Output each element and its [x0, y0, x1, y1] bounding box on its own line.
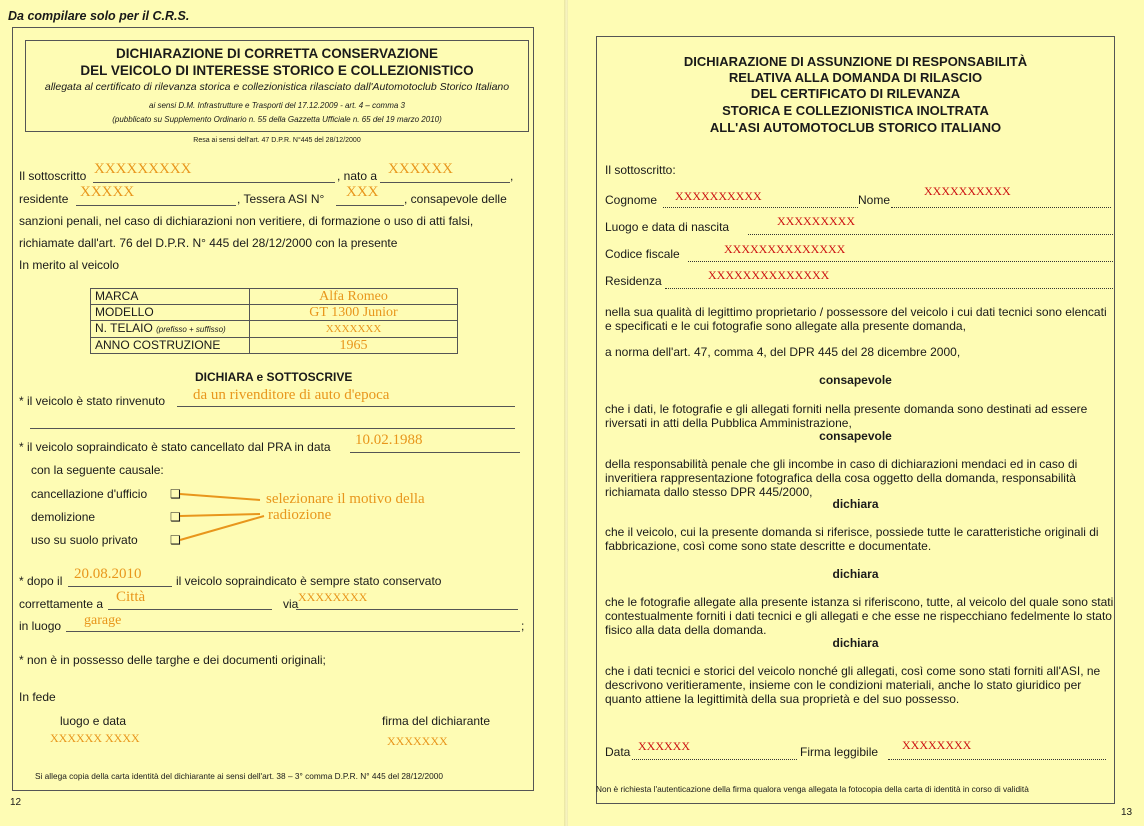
para-dati-foto: che i dati, le fotografie e gli allegati forniti nella presente domanda sono destinati ad essere riversati in atti della Pubblica Amministrazione,: [605, 402, 1088, 430]
cognome-value: XXXXXXXXXX: [675, 189, 762, 203]
line-in-merito: In merito al veicolo: [19, 258, 120, 272]
table-row: [91, 321, 458, 338]
page-number-left: 12: [10, 797, 22, 808]
correttamente-label: correttamente a: [19, 597, 104, 611]
residenza-label: Residenza: [605, 274, 662, 288]
right-title-2: RELATIVA ALLA DOMANDA DI RILASCIO: [728, 70, 983, 85]
comma: ,: [510, 169, 514, 183]
in-fede: In fede: [19, 690, 56, 704]
luogo-data-label: luogo e data: [60, 714, 127, 728]
telaio-note: (prefisso + suffisso): [156, 325, 226, 334]
para-caratteristiche: che il veicolo, cui la presente domanda si riferisce, possiede tutte le caratteristiche originali di fabbricazione, così come sono state descritte e documentate.: [605, 525, 1099, 553]
data-label: Data: [605, 745, 631, 759]
conservato-label: il veicolo sopraindicato è sempre stato conservato: [176, 574, 442, 588]
consapevole-heading-1: consapevole: [819, 373, 892, 387]
page-number-right: 13: [1121, 807, 1133, 818]
para-fotografie: che le fotografie allegate alla presente istanza si riferiscono, tutte, al veicolo del quale sono stati contestualmente forniti i dati tecnici e gli allegati e che esse ne rispecchiano fedelmente lo stato fisico alla data della domanda.: [605, 595, 1114, 637]
tessera-line: [336, 205, 404, 206]
causale-label: con la seguente causale:: [31, 463, 164, 477]
firma-leggibile-label: Firma leggibile: [800, 745, 879, 759]
right-footer: Non è richiesta l'autenticazione della firma qualora venga allegata la fotocopia della carta di identità in corso di validità: [596, 784, 1029, 794]
luogo-semicolon: ;: [521, 619, 525, 633]
left-title-2: DEL VEICOLO DI INTERESSE STORICO E COLLEZIONISTICO: [80, 63, 474, 78]
telaio-cell: [91, 321, 250, 338]
firma-value: XXXXXXX: [387, 734, 448, 748]
checkbox-demolizione[interactable]: ❑: [170, 510, 181, 524]
causale-ufficio: cancellazione d'ufficio: [31, 487, 148, 501]
marca-value: Alfa Romeo: [250, 289, 458, 305]
right-page: [568, 0, 1144, 826]
residente-value: XXXXX: [80, 184, 135, 200]
sottoscritto-value: XXXXXXXXX: [94, 161, 192, 177]
citta-line: [108, 609, 272, 610]
anno-label: ANNO COSTRUZIONE: [91, 338, 250, 354]
rinvenuto-value: da un rivenditore di auto d'epoca: [193, 387, 390, 403]
cf-value: XXXXXXXXXXXXXX: [724, 242, 846, 256]
dichiara-heading-1: dichiara: [832, 497, 879, 511]
line-sanzioni: sanzioni penali, nel caso di dichiarazioni non veritiere, di formazione o uso di atti falsi,: [19, 214, 474, 228]
tessera-label: , Tessera ASI N°: [237, 192, 325, 206]
nascita-value: XXXXXXXXX: [777, 214, 855, 228]
dopo-line: [68, 586, 172, 587]
residenza-value: XXXXXXXXXXXXXX: [708, 268, 830, 282]
dichiara-heading-2: dichiara: [832, 567, 879, 581]
data-value: XXXXXX: [638, 739, 690, 753]
left-subtitle: allegata al certificato di rilevanza storica e collezionistica rilasciato dall'Automotoclub Storico Italiano: [44, 81, 510, 93]
motivo-arrows: [178, 488, 268, 544]
para-dati-tecnici: che i dati tecnici e storici del veicolo nonché gli allegati, così come sono stati forniti all'ASI, ne descrivono veritieramente, insieme con le condizioni materiali, anche lo stato giuridico per quanto attiene la legittimità della sua proprietà e del suo possesso.: [605, 664, 1101, 706]
rinvenuto-line: [177, 406, 515, 407]
left-resa: Resa ai sensi dell'art. 47 D.P.R. N°445 del 28/12/2000: [193, 137, 361, 144]
nato-line: [380, 182, 510, 183]
via-line: [296, 609, 518, 610]
luogo-data-value: XXXXXX XXXX: [50, 731, 140, 745]
rinvenuto-line-2: [30, 428, 515, 429]
causale-demolizione: demolizione: [31, 510, 96, 524]
line-richiamate: richiamate dall'art. 76 del D.P.R. N° 445 del 28/12/2000 con la presente: [19, 236, 398, 250]
right-title-3: DEL CERTIFICATO DI RILEVANZA: [750, 86, 961, 101]
dopo-label: * dopo il: [19, 574, 63, 588]
table-row: [91, 338, 458, 354]
nato-value: XXXXXX: [388, 161, 453, 177]
luogo-value: garage: [84, 613, 122, 628]
nato-label: , nato a: [337, 169, 378, 183]
nascita-label: Luogo e data di nascita: [605, 220, 730, 234]
consapevole-heading-2: consapevole: [819, 429, 892, 443]
para-norma: a norma dell'art. 47, comma 4, del DPR 445 del 28 dicembre 2000,: [605, 345, 961, 359]
motivo-note-2: radiozione: [268, 507, 332, 523]
right-title-1: DICHIARAZIONE DI ASSUNZIONE DI RESPONSABILITÀ: [683, 54, 1028, 69]
luogo-label: in luogo: [19, 619, 62, 633]
left-title-1: DICHIARAZIONE DI CORRETTA CONSERVAZIONE: [115, 46, 438, 61]
dichiara-heading-3: dichiara: [832, 636, 879, 650]
via-value: XXXXXXXX: [298, 590, 368, 604]
para-qualita: nella sua qualità di legittimo proprietario / possessore del veicolo i cui dati tecnici sono elencati e specificati e le cui fotografie sono allegate alla presente domanda,: [605, 305, 1107, 333]
para-responsabilita: della responsabilità penale che gli incombe in caso di dichiarazioni mendaci ed in caso di inveritiera rappresentazione fotografica della cosa oggetto della domanda, responsabilità richiamata dallo stesso DPR 445/2000,: [605, 457, 1078, 499]
modello-value: GT 1300 Junior: [250, 305, 458, 321]
nome-label: Nome: [858, 193, 891, 207]
modello-label: MODELLO: [91, 305, 250, 321]
left-page: [0, 0, 565, 826]
sottoscritto-label: Il sottoscritto: [19, 169, 87, 183]
consapevole-label: , consapevole delle: [404, 192, 507, 206]
left-ref-2: (pubblicato su Supplemento Ordinario n. 55 della Gazzetta Ufficiale n. 65 del 19 marzo 2010): [112, 115, 442, 124]
dopo-value: 20.08.2010: [74, 566, 142, 582]
motivo-note-1: selezionare il motivo della: [266, 491, 425, 507]
cognome-label: Cognome: [605, 193, 658, 207]
cf-label: Codice fiscale: [605, 247, 680, 261]
checkbox-privato[interactable]: ❑: [170, 533, 181, 547]
luogo-line: [66, 631, 520, 632]
causale-privato: uso su suolo privato: [31, 533, 138, 547]
cancellato-value: 10.02.1988: [355, 432, 423, 448]
telaio-value: XXXXXXX: [250, 321, 458, 338]
checkbox-ufficio[interactable]: ❑: [170, 487, 181, 501]
marca-label: MARCA: [91, 289, 250, 305]
left-footer: Si allega copia della carta identità del dichiarante ai sensi dell'art. 38 – 3° comma D.P.R. N° 445 del 28/12/2000: [35, 771, 443, 781]
sottoscritto-line: [93, 182, 335, 183]
targhe-label: * non è in possesso delle targhe e dei documenti originali;: [19, 653, 326, 667]
right-title-4: STORICA E COLLEZIONISTICA INOLTRATA: [722, 103, 989, 118]
right-sottoscritto: Il sottoscritto:: [605, 163, 676, 177]
rinvenuto-label: * il veicolo è stato rinvenuto: [19, 394, 166, 408]
tessera-value: XXX: [346, 184, 379, 200]
residente-label: residente: [19, 192, 69, 206]
right-title-5: ALL'ASI AUTOMOTOCLUB STORICO ITALIANO: [709, 120, 1002, 135]
firma-leggibile-value: XXXXXXXX: [902, 738, 972, 752]
left-ref-1: ai sensi D.M. Infrastrutture e Trasporti del 17.12.2009 - art. 4 – comma 3: [149, 101, 405, 110]
citta-value: Città: [116, 589, 146, 605]
cancellato-label: * il veicolo sopraindicato è stato cancellato dal PRA in data: [19, 440, 331, 454]
anno-value: 1965: [250, 338, 458, 354]
residente-line: [76, 205, 236, 206]
nome-value: XXXXXXXXXX: [924, 184, 1011, 198]
crs-note: Da compilare solo per il C.R.S.: [8, 9, 190, 23]
telaio-label: N. TELAIO: [95, 321, 153, 335]
vehicle-table: [90, 288, 458, 354]
table-row: [91, 305, 458, 321]
dichiara-title: DICHIARA e SOTTOSCRIVE: [195, 370, 353, 384]
table-row: [91, 289, 458, 305]
via-label: via: [283, 597, 299, 611]
firma-label: firma del dichiarante: [382, 714, 491, 728]
cancellato-line: [350, 452, 520, 453]
